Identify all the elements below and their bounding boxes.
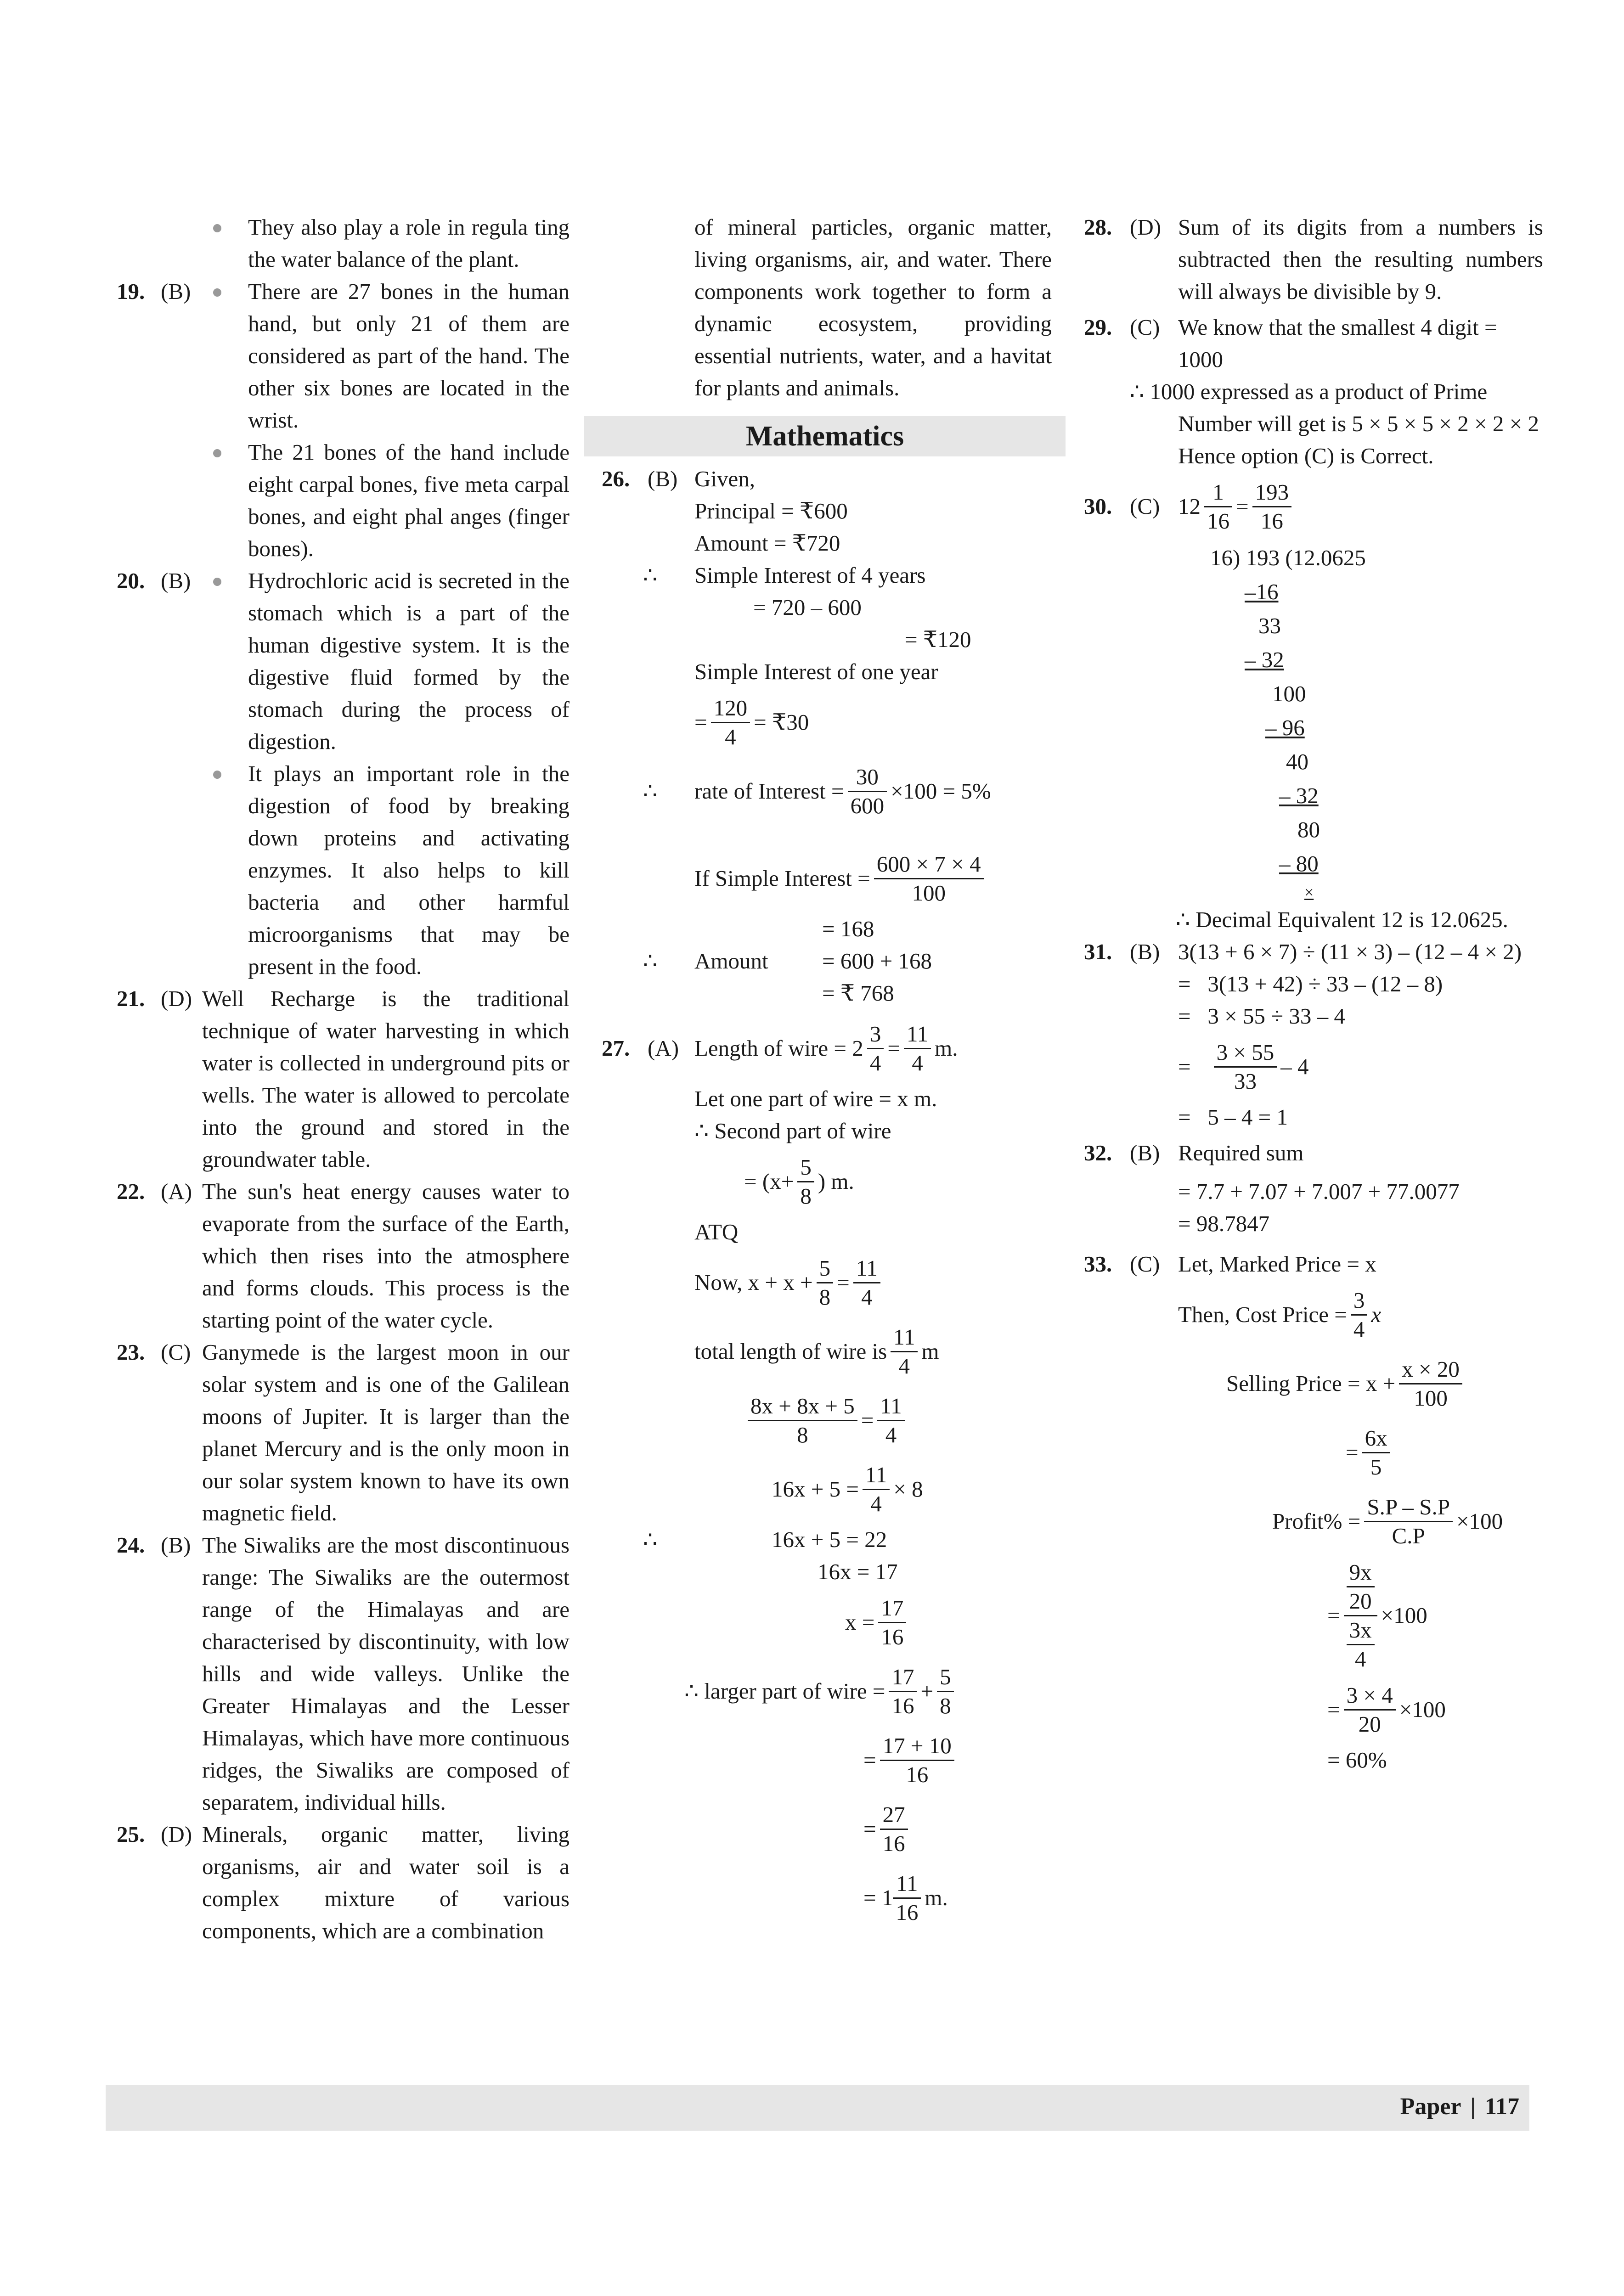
question-number: 27.	[602, 1035, 630, 1061]
q31-line-4: = $\frac{3 \times 55}{33}$ – 4	[1079, 1032, 1543, 1101]
page-footer	[106, 2085, 1529, 2131]
answer-option: (B)	[1130, 1140, 1160, 1165]
si-4-calc: = 720 – 600	[753, 595, 862, 620]
therefore-symbol: ∴	[643, 1527, 658, 1552]
answer-23: 23. (C) Ganymede is the largest moon in our solar system and is one of the Galilean moons of Jupiter. It is larger than the planet Mercury and is the only moon in our solar system known to have its own magnetic field.	[110, 1336, 570, 1529]
equation-step-4: 16x = 17	[818, 1559, 898, 1584]
fraction: $\frac{x \times 20}{100}$	[1399, 1356, 1462, 1412]
question-number: 19.	[117, 279, 145, 304]
answer-option: (B)	[648, 466, 678, 491]
bullet-20-2: It plays an important role in the digestion of food by breaking down proteins and activating enzymes. It also helps to kill bacteria and other harmful microorganisms that may be present in the food.	[110, 758, 570, 983]
fraction: $\frac{11}{4}$	[853, 1255, 880, 1311]
answer-21: 21. (D) Well Recharge is the traditional technique of water harvesting in which water is collected in underground pits or wells. The water is allowed to percolate into the ground and stored in the groundwater table.	[110, 983, 570, 1176]
now-equation: Now, x + x + $\frac{5}{8}$ = $\frac{11}{4}$	[592, 1248, 1052, 1317]
answer-option: (C)	[1130, 494, 1160, 519]
question-number: 24.	[117, 1532, 145, 1558]
answer-19: 19. (B) There are 27 bones in the human hand, but only 21 of them are considered as part of the hand. The other six bones are located in the wrist.	[110, 276, 570, 436]
total-length-line: total length of wire is 11 4 m	[592, 1317, 1052, 1386]
fraction: $\frac{S.P - S.P}{C.P}$	[1364, 1493, 1453, 1550]
q31-line-2: = 3(13 + 42) ÷ 33 – (12 – 8)	[1178, 971, 1443, 996]
fraction: $\frac{3x}{4}$	[1347, 1616, 1375, 1673]
fraction: $\frac{3}{4}$	[1351, 1287, 1368, 1343]
fraction: $\frac{5}{8}$	[797, 1154, 814, 1210]
answer-32: 32. (B) Required sum	[1079, 1137, 1543, 1169]
answer-24: 24. (B) The Siwaliks are the most discontinuous range: The Siwaliks are the outermost range of the Himalayas and are characterised by discontinuity, with low hills and wide valleys. Unlike the Greater Himalayas and the Lesser Himalayas, which have more continuous ridges, the Siwaliks are composed of separatem, individual hills.	[110, 1529, 570, 1818]
fraction: $\frac{17}{16}$	[889, 1663, 917, 1720]
answer-option: (C)	[1130, 1251, 1160, 1277]
larger-part-line: ∴ larger part of wire = $\frac{17}{16}$ + $\frac{5}{8}$	[592, 1657, 1052, 1726]
q33-cost-price: Then, Cost Price = $\frac{3}{4}$ x	[1079, 1280, 1543, 1349]
fraction: $\frac{8x + 8x + 5}{8}$	[748, 1392, 857, 1449]
bullet-icon	[213, 224, 221, 232]
final-amount-line: ∴ Amount = 600 + 168	[592, 945, 1052, 977]
fraction: $\frac{3}{4}$	[867, 1020, 884, 1077]
therefore-symbol: ∴	[643, 563, 658, 588]
question-number: 23.	[117, 1339, 145, 1365]
q33-selling-price: Selling Price = x + $\frac{x \times 20}{100}$	[1079, 1349, 1543, 1418]
fraction: $\frac{5}{8}$	[937, 1663, 954, 1720]
fraction: $\frac{9x}{20}$	[1347, 1559, 1375, 1615]
answer-option: (B)	[161, 1532, 191, 1558]
answer-option: (B)	[1130, 939, 1160, 964]
fraction: $\frac{5}{8}$	[817, 1255, 834, 1311]
answer-option: (D)	[161, 1822, 192, 1847]
fraction: $\frac{3 \times 4}{20}$	[1344, 1682, 1396, 1738]
question-number: 25.	[117, 1822, 145, 1847]
page-number: 117	[1484, 2093, 1519, 2120]
si-4-years-line: ∴ Simple Interest of 4 years	[592, 559, 1052, 591]
second-part-expr: = (x+ $\frac{5}{8}$ ) m.	[592, 1147, 1052, 1216]
si-1-year-calc: = $\frac{120}{4}$ = ₹30	[592, 688, 1052, 757]
question-number: 32.	[1084, 1140, 1112, 1165]
question-number: 33.	[1084, 1251, 1112, 1277]
answer-25-continued: of mineral particles, organic matter, living organisms, air, and water. There components work together to form a dynamic ecosystem, providing essential nutrients, water, and a havitat for plants and animals.	[694, 214, 1052, 400]
fraction: $\frac{6x}{5}$	[1362, 1424, 1390, 1481]
fraction: 11 4	[891, 1323, 918, 1380]
footer-separator: |	[1470, 2093, 1476, 2120]
question-number: 26.	[602, 466, 630, 491]
answer-option: (A)	[648, 1035, 679, 1061]
bullet-icon	[213, 771, 221, 779]
answer-option: (C)	[1130, 315, 1160, 340]
fraction: $\frac{17 + 10}{16}$	[880, 1732, 954, 1789]
question-number: 22.	[117, 1179, 145, 1204]
answer-29: 29. (C) We know that the smallest 4 digit = 1000	[1079, 311, 1543, 376]
answer-30: 30. (C) 12 $\frac{1}{16}$ = $\frac{193}{16}$	[1079, 472, 1543, 541]
q33-profit-step-2: = $\frac{3 \times 4}{20}$ ×100	[1079, 1675, 1543, 1744]
column-1	[110, 211, 570, 1947]
column-3	[1079, 211, 1543, 1776]
answer-20: 20. (B) Hydrochloric acid is secreted in the stomach which is a part of the human digestive system. It is the digestive fluid formed by the stomach during the process of digestion.	[110, 565, 570, 758]
question-number: 20.	[117, 568, 145, 593]
let-part-line: Let one part of wire = x m.	[694, 1086, 937, 1111]
fraction: $\frac{27}{16}$	[880, 1801, 908, 1857]
question-number: 29.	[1084, 315, 1112, 340]
answer-option: (D)	[161, 986, 192, 1011]
answer-option: (B)	[161, 568, 191, 593]
bullet-19-2: The 21 bones of the hand include eight carpal bones, five meta carpal bones, and eight phal anges (finger bones).	[110, 436, 570, 565]
answer-option: (C)	[161, 1339, 191, 1365]
si-4-result: = ₹120	[905, 627, 971, 652]
q32-line-3: = 98.7847	[1178, 1211, 1270, 1236]
therefore-symbol: ∴	[643, 948, 658, 974]
answer-22: 22. (A) The sun's heat energy causes water to evaporate from the surface of the Earth, which then rises into the atmosphere and forms clouds. This process is the starting point of the water cycle.	[110, 1176, 570, 1336]
column-2	[592, 211, 1052, 1932]
q29-line-4: Hence option (C) is Correct.	[1178, 443, 1434, 468]
fraction: $\frac{193}{16}$	[1252, 478, 1292, 535]
larger-part-step-1: = $\frac{17 + 10}{16}$	[592, 1726, 1052, 1795]
if-simple-interest-line: If Simple Interest = $\frac{600 \times 7 \times 4}{100}$	[592, 844, 1052, 913]
result-168: = 168	[822, 916, 874, 941]
q31-line-5: = 5 – 4 = 1	[1178, 1104, 1288, 1130]
question-number: 21.	[117, 986, 145, 1011]
fraction: $\frac{17}{16}$	[878, 1594, 906, 1651]
fraction: $\frac{600 \times 7 \times 4}{100}$	[874, 850, 984, 907]
fraction: $\frac{11}{4}$	[863, 1461, 890, 1518]
bullet-icon	[213, 288, 221, 297]
fraction: $\frac{120}{4}$	[711, 694, 750, 751]
question-number: 30.	[1084, 494, 1112, 519]
answer-option: (A)	[161, 1179, 192, 1204]
answer-option: (B)	[161, 279, 191, 304]
q29-line-2: ∴ 1000 expressed as a product of Prime	[1130, 379, 1488, 404]
atq-line: ATQ	[694, 1219, 739, 1244]
section-title-mathematics: Mathematics	[584, 416, 1066, 456]
footer-label: Paper	[1400, 2093, 1461, 2120]
bullet-icon	[213, 578, 221, 586]
compound-fraction	[1344, 1559, 1377, 1673]
question-number: 28.	[1084, 214, 1112, 240]
fraction: $\frac{30}{600}$	[848, 763, 887, 820]
larger-part-result: = 1 11 16 m.	[592, 1863, 1052, 1932]
bullet-icon	[213, 449, 221, 457]
final-amount-result: = ₹ 768	[822, 980, 894, 1006]
q33-profit-formula: Profit% = $\frac{S.P - S.P}{C.P}$ ×100	[1079, 1487, 1543, 1556]
answer-27: 27. (A) Length of wire = 2 $\frac{3}{4}$ = $\frac{11}{4}$ m.	[592, 1014, 1052, 1083]
long-division: 16) 193 (12.0625 –16 33 – 32 100 – 96 40 – 32 80 – 80 ×	[1210, 545, 1366, 901]
si-1-year-line: Simple Interest of one year	[694, 659, 938, 684]
fraction: $\frac{1}{16}$	[1204, 478, 1232, 535]
therefore-symbol: ∴	[643, 778, 658, 804]
fraction: $\frac{3 \times 55}{33}$	[1214, 1039, 1277, 1095]
fraction: $\frac{11}{4}$	[904, 1020, 931, 1077]
answer-26: 26. (B) Given,	[592, 463, 1052, 495]
principal-line: Principal = ₹600	[694, 498, 848, 523]
second-part-line: ∴ Second part of wire	[694, 1118, 891, 1143]
amount-line: Amount = ₹720	[694, 530, 840, 556]
q33-profit-step-1: = $\frac{\frac{9x}{20}}{\frac{3x}{4}}$ ×100	[1079, 1556, 1543, 1675]
question-number: 31.	[1084, 939, 1112, 964]
answer-28: 28. (D) Sum of its digits from a numbers is subtracted then the resulting numbers will always be divisible by 9.	[1079, 211, 1543, 308]
q33-selling-price-2: = $\frac{6x}{5}$	[1079, 1418, 1543, 1487]
q31-line-3: = 3 × 55 ÷ 33 – 4	[1178, 1003, 1345, 1029]
answer-31: 31. (B) 3(13 + 6 × 7) ÷ (11 × 3) – (12 – 4 × 2)	[1079, 936, 1543, 968]
q32-line-2: = 7.7 + 7.07 + 7.007 + 77.0077	[1178, 1179, 1460, 1204]
larger-part-step-2: = $\frac{27}{16}$	[592, 1795, 1052, 1863]
rate-of-interest-line: ∴ rate of Interest = $\frac{30}{600}$ ×100 = 5%	[592, 757, 1052, 826]
answer-option: (D)	[1130, 214, 1162, 240]
answer-25: 25. (D) Minerals, organic matter, living organisms, air and water soil is a complex mixture of various components, which are a combination	[110, 1818, 570, 1947]
q33-result: = 60%	[1327, 1747, 1387, 1773]
bullet-18-1: They also play a role in regula ting the water balance of the plant.	[110, 211, 570, 276]
equation-step-5: x = $\frac{17}{16}$	[592, 1588, 1052, 1657]
q29-line-3: Number will get is 5 × 5 × 5 × 2 × 2 × 2	[1178, 411, 1539, 436]
fraction: $\frac{11}{4}$	[877, 1392, 904, 1449]
equation-step-2: 16x + 5 = $\frac{11}{4}$ × 8	[592, 1455, 1052, 1524]
q30-result: ∴ Decimal Equivalent 12 is 12.0625.	[1176, 907, 1508, 932]
fraction: 11 16	[893, 1870, 921, 1926]
equation-step-1: $\frac{8x + 8x + 5}{8}$ = $\frac{11}{4}$	[592, 1386, 1052, 1455]
equation-step-3: ∴ 16x + 5 = 22	[592, 1524, 1052, 1556]
answer-33: 33. (C) Let, Marked Price = x	[1079, 1248, 1543, 1280]
